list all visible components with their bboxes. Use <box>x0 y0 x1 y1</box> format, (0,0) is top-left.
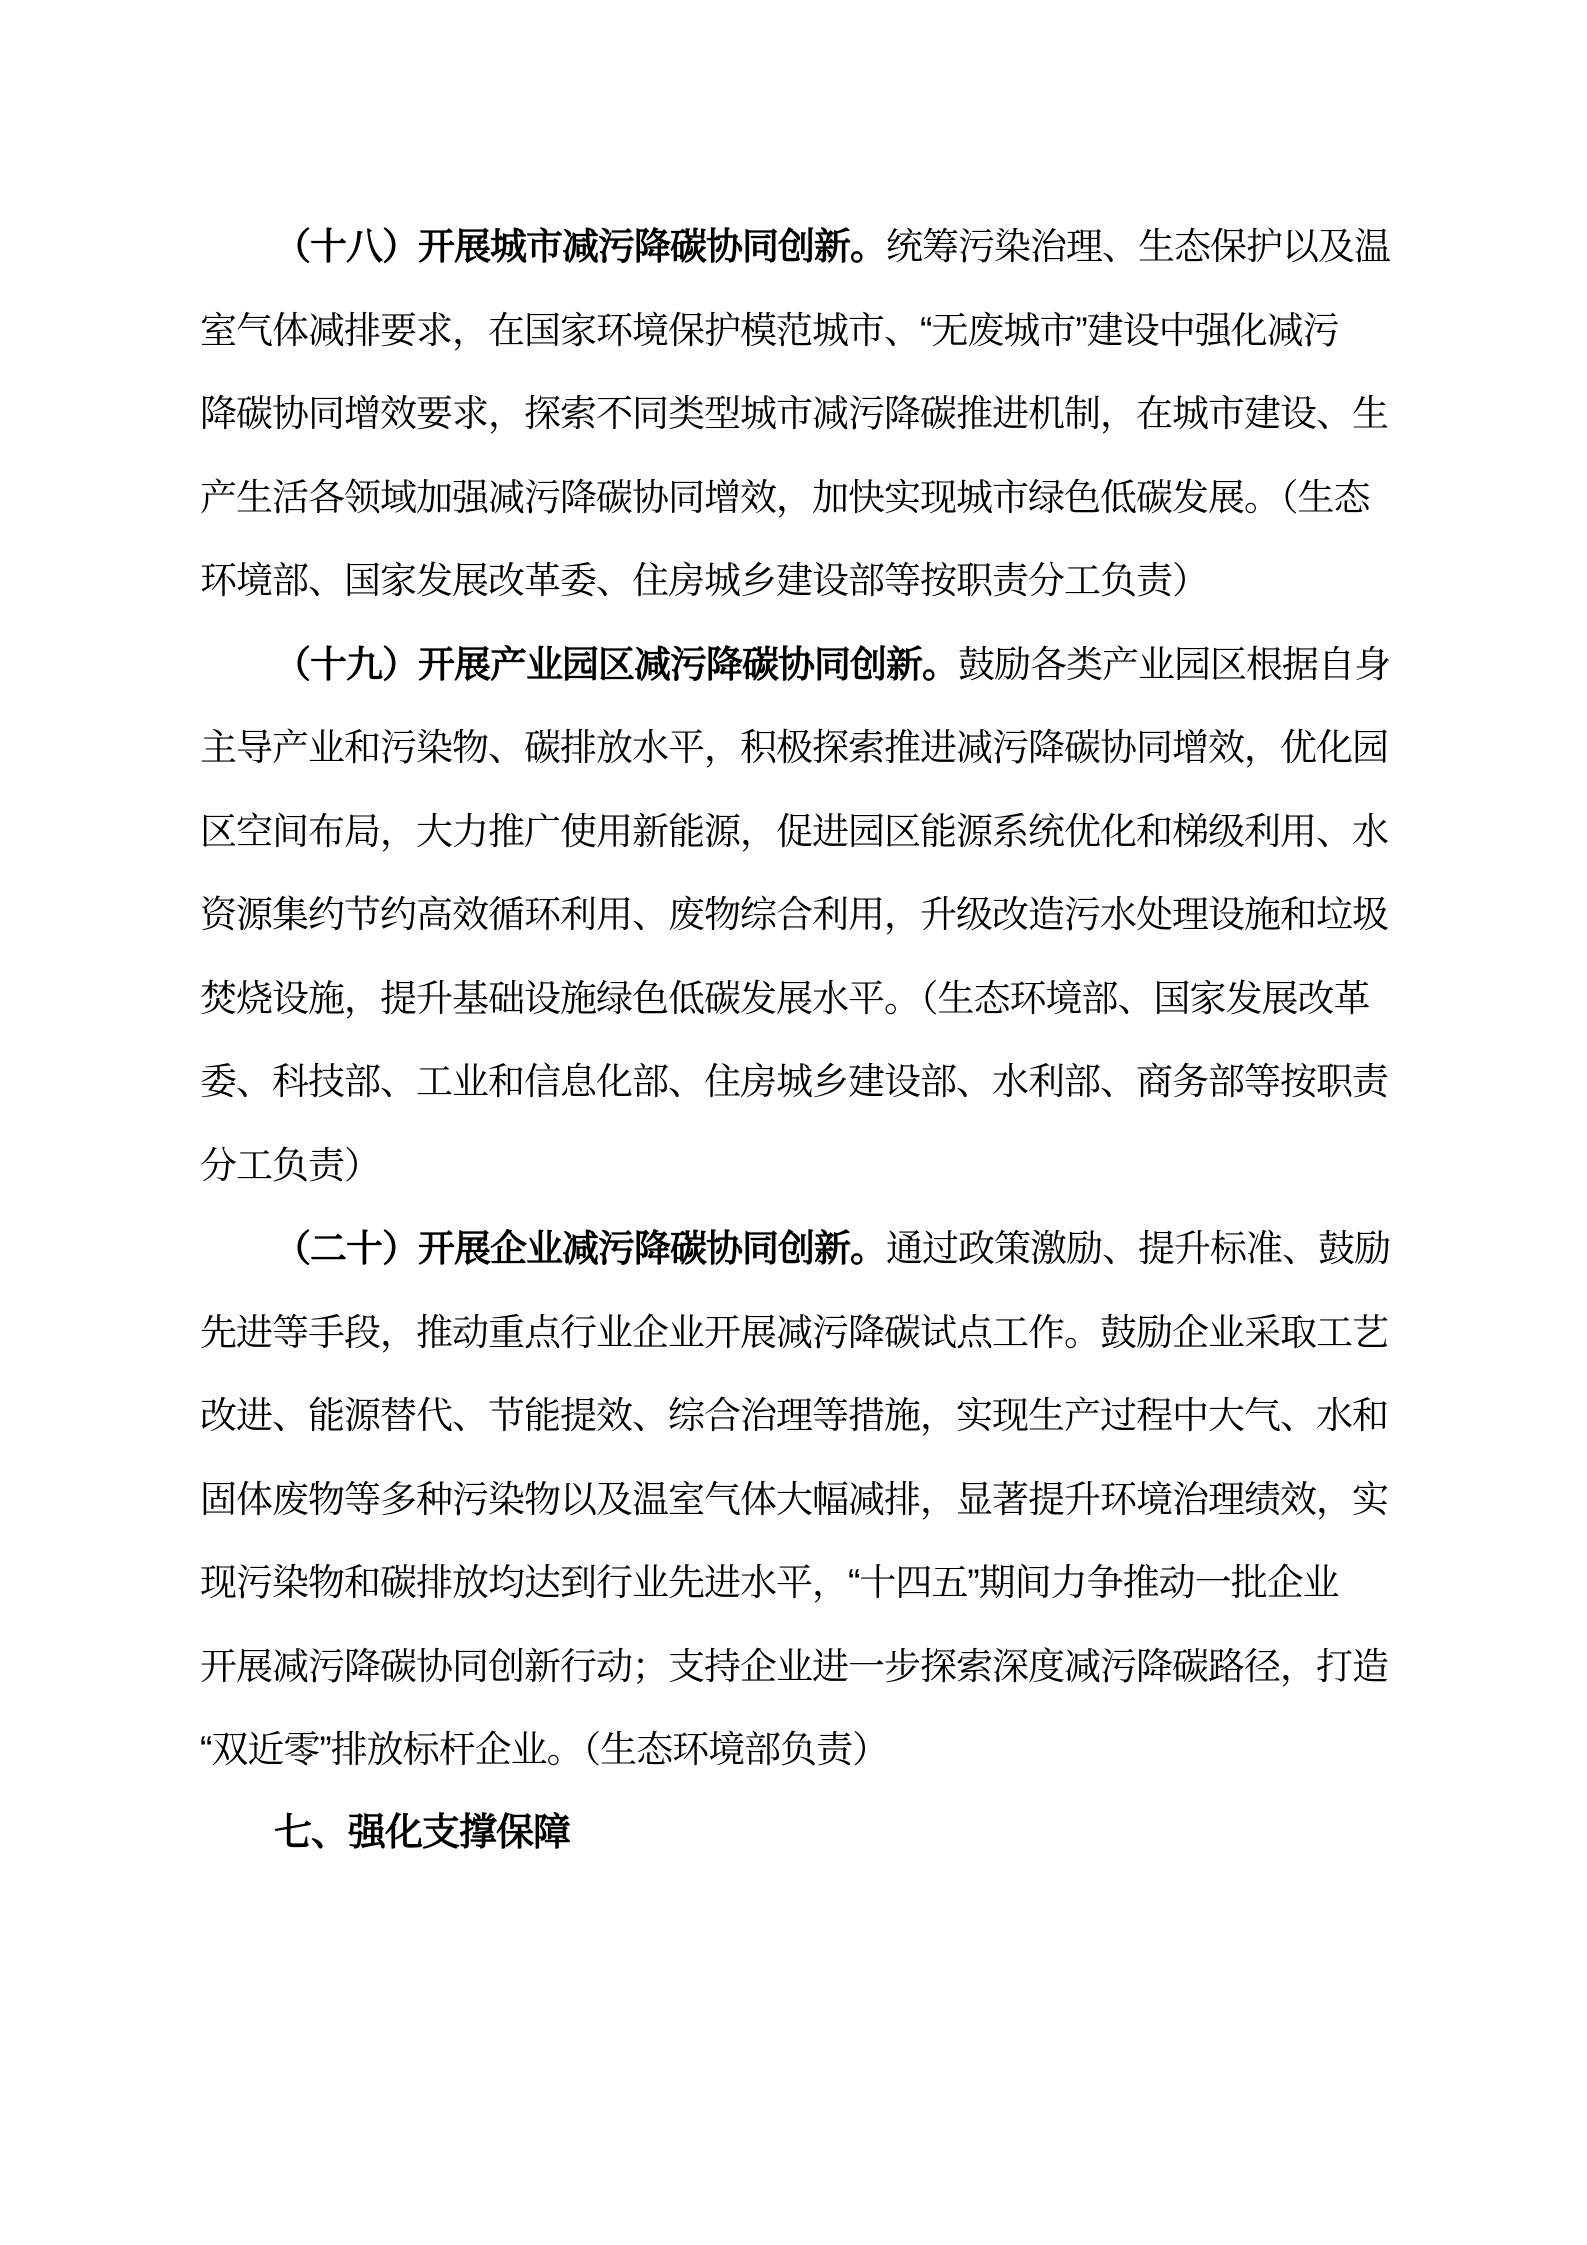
text-line: 降碳协同增效要求，探索不同类型城市减污降碳推进机制，在城市建设、生 <box>200 393 1388 434</box>
text-line: 区空间布局，大力推广使用新能源，促进园区能源系统优化和梯级利用、水 <box>200 810 1388 852</box>
paragraph-text: 统筹污染治理、生态保护以及温 <box>886 226 1390 267</box>
text-line: 现污染物和碳排放均达到行业先进水平，“十四五”期间力争推动一批企业 <box>200 1562 1339 1603</box>
text-line: 委、科技部、工业和信息化部、住房城乡建设部、水利部、商务部等按职责 <box>200 1061 1388 1102</box>
paragraph-lead-bold: （十九）开展产业园区减污降碳协同创新。 <box>274 643 958 685</box>
text-line: 先进等手段，推动重点行业企业开展减污降碳试点工作。鼓励企业采取工艺 <box>200 1311 1388 1353</box>
paragraph-lead-bold: （二十）开展企业减污降碳协同创新。 <box>274 1228 886 1269</box>
document-content <box>200 205 1388 1875</box>
text-line: 环境部、国家发展改革委、住房城乡建设部等按职责分工负责） <box>200 560 1208 601</box>
text-line: 固体废物等多种污染物以及温室气体大幅减排，显著提升环境治理绩效，实 <box>200 1478 1388 1520</box>
text-line: 主导产业和污染物、碳排放水平，积极探索推进减污降碳协同增效，优化园 <box>200 727 1388 768</box>
text-line: 室气体减排要求，在国家环境保护模范城市、“无废城市”建设中强化减污 <box>200 309 1339 351</box>
text-line: 焚烧设施，提升基础设施绿色低碳发展水平。（生态环境部、国家发展改革 <box>200 977 1370 1019</box>
paragraph-text: 通过政策激励、提升标准、鼓励 <box>886 1228 1390 1269</box>
paragraph-item-20 <box>200 1207 1388 1792</box>
text-line: 改进、能源替代、节能提效、综合治理等措施，实现生产过程中大气、水和 <box>200 1395 1388 1436</box>
text-line: 开展减污降碳协同创新行动；支持企业进一步探索深度减污降碳路径，打造 <box>200 1645 1388 1687</box>
text-line: 产生活各领域加强减污降碳协同增效，加快实现城市绿色低碳发展。（生态 <box>200 476 1370 518</box>
paragraph-item-18 <box>200 205 1388 623</box>
text-line: 分工负责） <box>200 1144 380 1186</box>
paragraph-text: 鼓励各类产业园区根据自身 <box>958 643 1390 685</box>
text-line: 资源集约节约高效循环利用、废物综合利用，升级改造污水处理设施和垃圾 <box>200 894 1388 935</box>
paragraph-lead-bold: （十八）开展城市减污降碳协同创新。 <box>274 226 886 267</box>
paragraph-item-19 <box>200 623 1388 1208</box>
text-line <box>200 1207 1388 1291</box>
section-heading: 七、强化支撑保障 <box>274 1811 571 1854</box>
text-line <box>200 623 1388 707</box>
text-line: “双近零”排放标杆企业。（生态环境部负责） <box>200 1729 889 1770</box>
text-line <box>200 205 1388 289</box>
